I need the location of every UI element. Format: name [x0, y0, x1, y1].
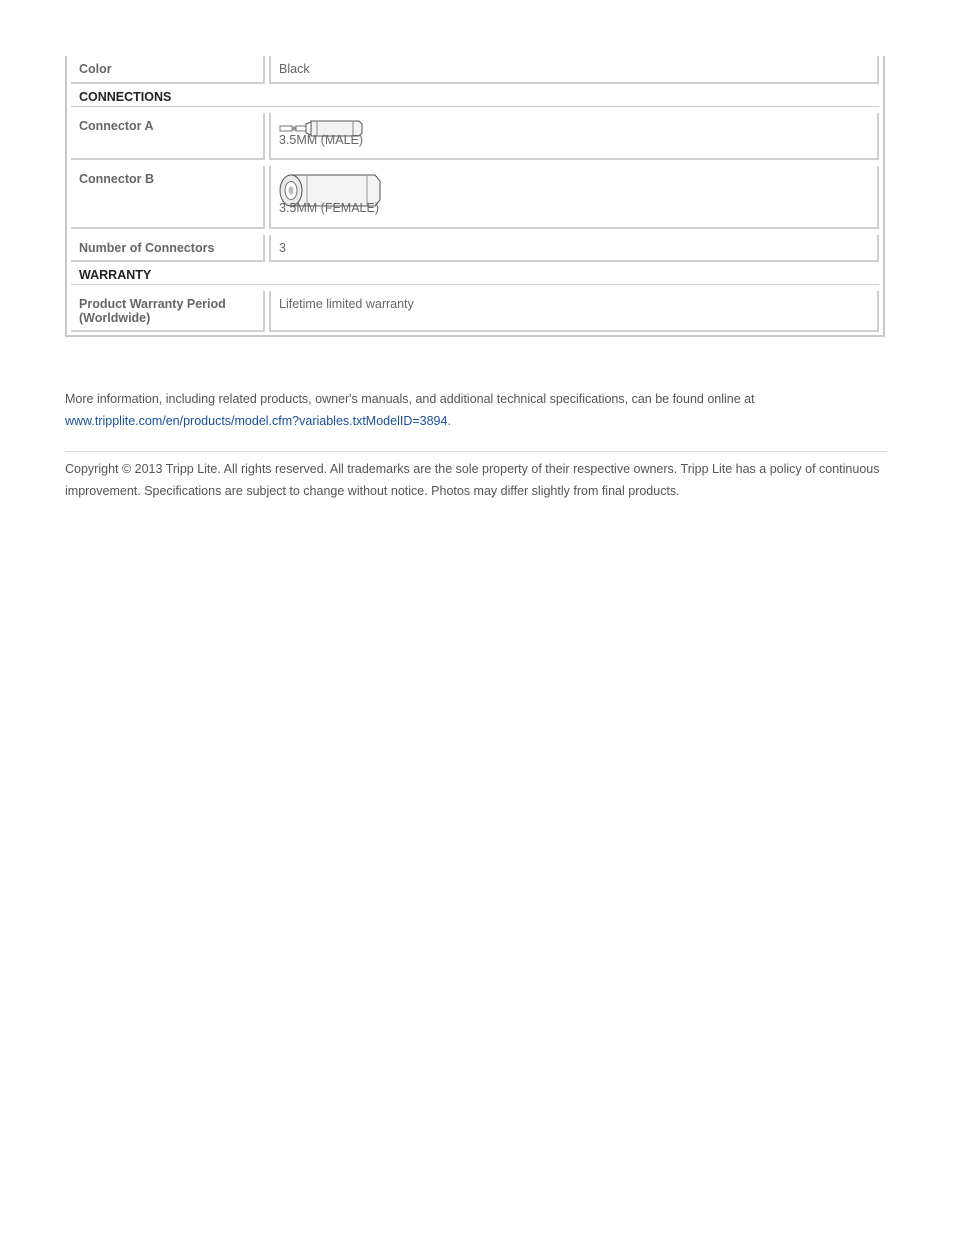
- product-page-link[interactable]: www.tripplite.com/en/products/model.cfm?variables.txtModelID=3894: [65, 414, 448, 428]
- spec-table: [65, 56, 885, 337]
- spec-value-connector-a: [269, 113, 879, 160]
- copyright-notice: Copyright © 2013 Tripp Lite. All rights reserved. All trademarks are the sole property of their respective owners. Tripp Lite has a policy of continuous improvement. Specifications are subject to change without notice. Photos may differ slightly from final products.: [65, 462, 880, 498]
- spec-row-connector-a: [71, 113, 879, 160]
- spec-value: Lifetime limited warranty: [269, 291, 879, 332]
- more-info-text: More information, including related products, owner's manuals, and additional technical specifications, can be found online at: [65, 392, 755, 406]
- spec-row-color: [71, 56, 879, 84]
- spec-label: Product Warranty Period (Worldwide): [71, 291, 265, 332]
- spec-value: Black: [269, 56, 879, 84]
- more-info-period: .: [447, 414, 451, 428]
- divider: [65, 451, 887, 452]
- spec-row-warranty: [71, 291, 879, 332]
- spec-label: Connector B: [71, 166, 265, 229]
- section-heading-warranty: WARRANTY: [71, 263, 879, 285]
- spec-row-number-of-connectors: [71, 235, 879, 262]
- spec-value-connector-b: [269, 166, 879, 229]
- spec-value: 3: [269, 235, 879, 262]
- spec-label: Number of Connectors: [71, 235, 265, 262]
- section-heading-connections: CONNECTIONS: [71, 85, 879, 107]
- more-information: [65, 388, 885, 432]
- spec-label: Connector A: [71, 113, 265, 160]
- spec-label: Color: [71, 56, 265, 84]
- spec-row-connector-b: [71, 166, 879, 229]
- connector-a-caption: 3.5MM (MALE): [279, 133, 364, 147]
- connector-b-caption: 3.5MM (FEMALE): [279, 201, 380, 215]
